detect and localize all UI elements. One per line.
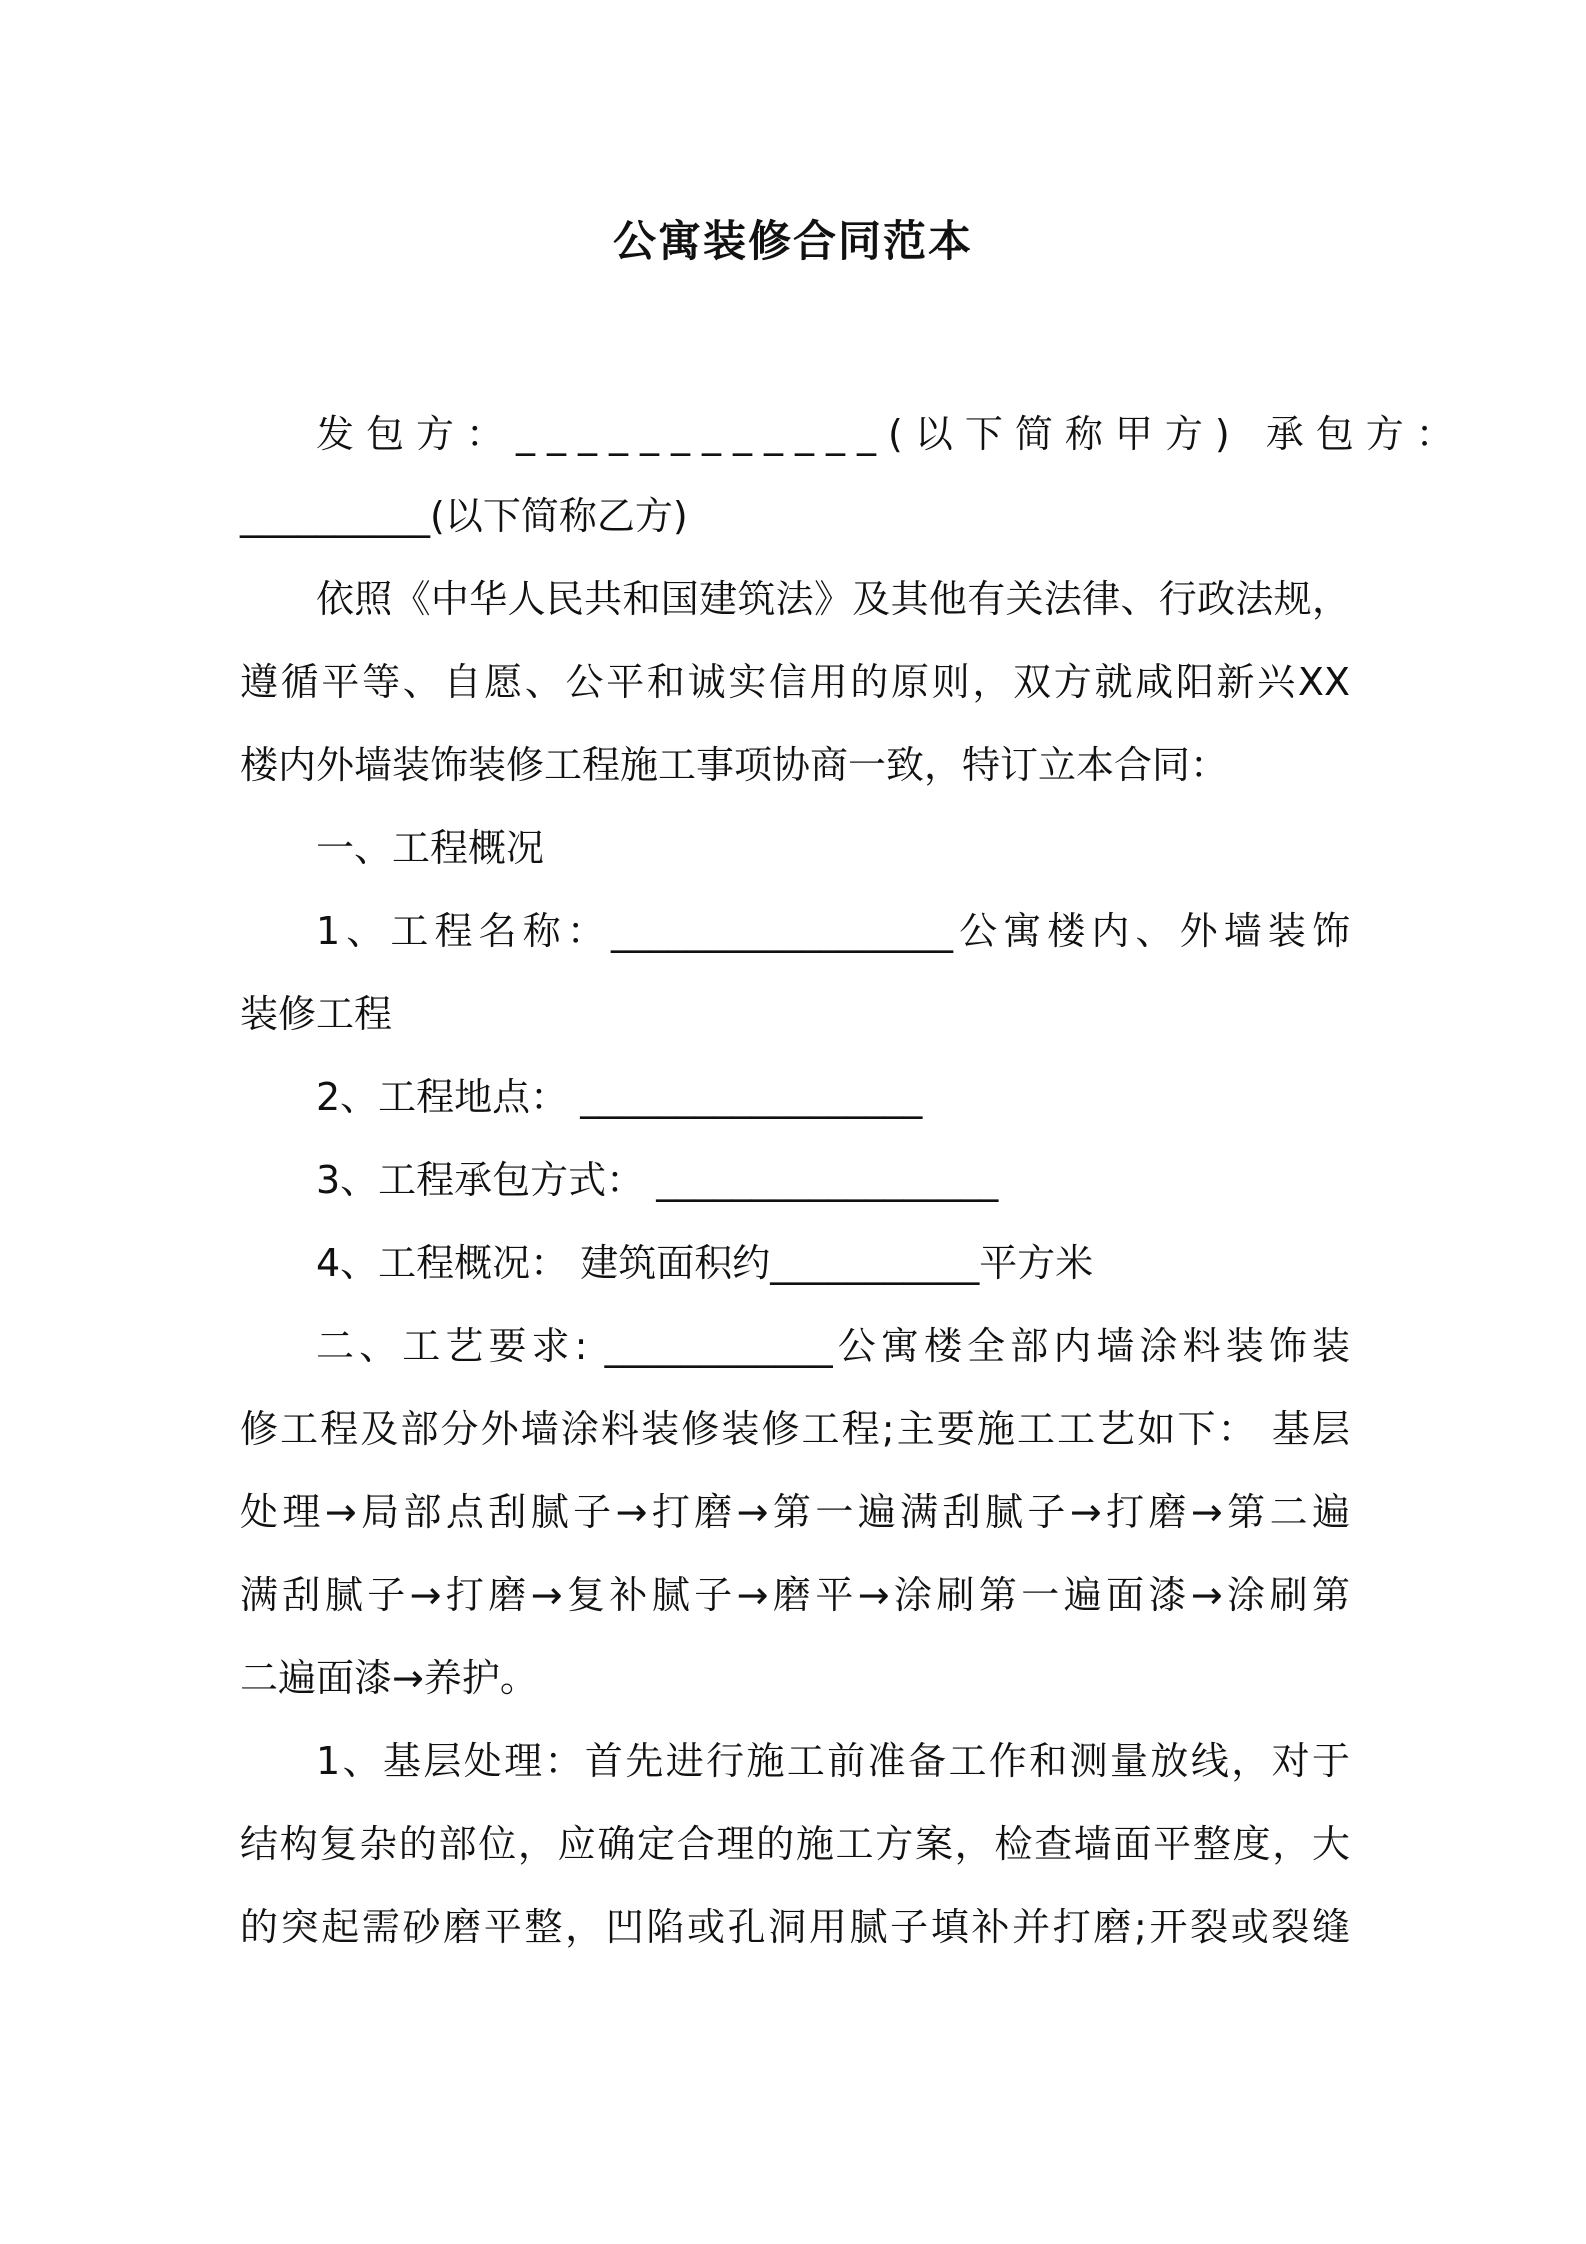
list-item-continuation: 装修工程 bbox=[240, 992, 393, 1036]
paragraph-line: 的突起需砂磨平整，凹陷或孔洞用腻子填补并打磨;开裂或裂缝 bbox=[240, 1905, 1350, 1949]
list-item: 1、工程名称：__________________公寓楼内、外墙装饰 bbox=[316, 909, 1350, 953]
paragraph-line: 二遍面漆→养护。 bbox=[240, 1656, 538, 1700]
list-item: 2、工程地点： __________________ bbox=[316, 1075, 923, 1119]
paragraph-line: 结构复杂的部位，应确定合理的施工方案，检查墙面平整度，大 bbox=[240, 1822, 1350, 1866]
list-item: 1、基层处理：首先进行施工前准备工作和测量放线，对于 bbox=[316, 1739, 1350, 1783]
section-heading: 二、工艺要求: ____________公寓楼全部内墙涂料装饰装 bbox=[316, 1324, 1350, 1368]
paragraph-line: 修工程及部分外墙涂料装修装修工程;主要施工工艺如下： 基层 bbox=[240, 1407, 1350, 1451]
party-b-line: __________(以下简称乙方) bbox=[240, 494, 688, 538]
list-item: 4、工程概况： 建筑面积约___________平方米 bbox=[316, 1241, 1094, 1285]
paragraph-line: 满刮腻子→打磨→复补腻子→磨平→涂刷第一遍面漆→涂刷第 bbox=[240, 1573, 1350, 1617]
document-title: 公寓装修合同范本 bbox=[613, 217, 973, 267]
paragraph-line: 楼内外墙装饰装修工程施工事项协商一致，特订立本合同： bbox=[240, 743, 1229, 787]
paragraph-line: 遵循平等、自愿、公平和诚实信用的原则，双方就咸阳新兴XX bbox=[240, 660, 1350, 704]
paragraph-line: 处理→局部点刮腻子→打磨→第一遍满刮腻子→打磨→第二遍 bbox=[240, 1490, 1350, 1534]
section-heading: 一、工程概况 bbox=[316, 826, 545, 870]
party-a-line: 发包方：____________(以下简称甲方) 承包方： bbox=[316, 412, 1466, 456]
paragraph-line: 依照《中华人民共和国建筑法》及其他有关法律、行政法规， bbox=[316, 577, 1350, 621]
list-item: 3、工程承包方式： __________________ bbox=[316, 1158, 999, 1202]
